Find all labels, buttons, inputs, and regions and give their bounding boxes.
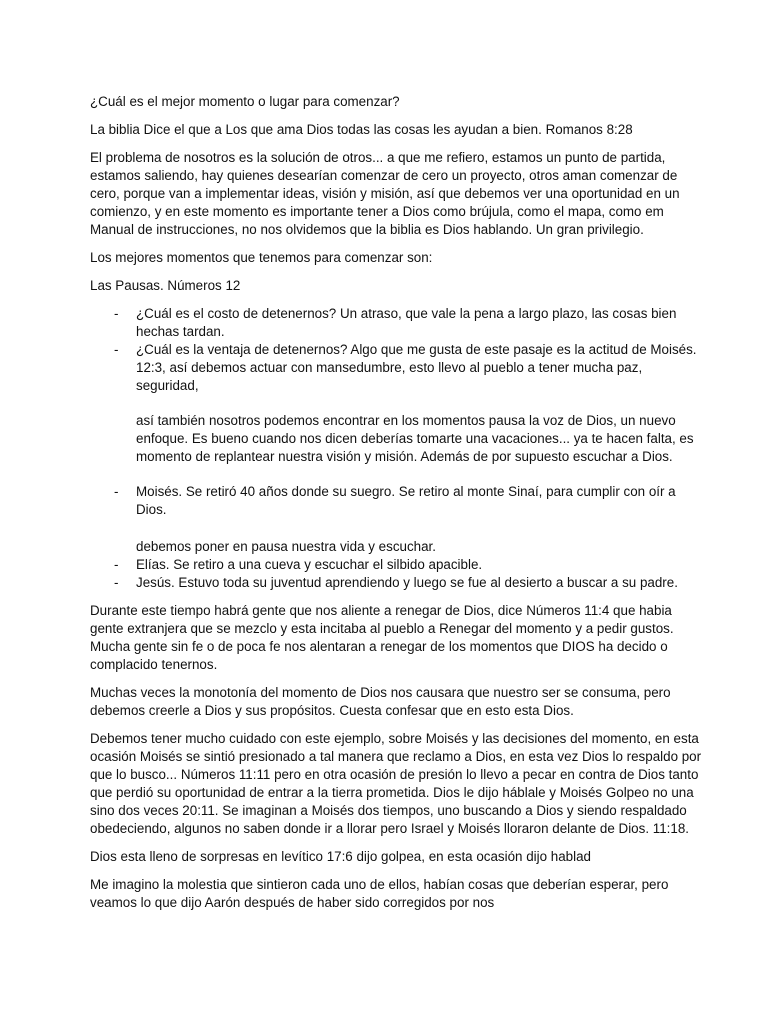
list-item-continuation: así también nosotros podemos encontrar en los momentos pausa la voz de Dios, un nuevo enfoque. Es bueno cuando nos dicen deberías tomarte una vacaciones... ya te hacen falta, es momento de replantear nuestra visión y misión. Además de por supuesto escuchar a Dios. bbox=[136, 413, 694, 464]
list-item: - ¿Cuál es la ventaja de detenernos? Algo que me gusta de este pasaje es la actitud de Moisés. 12:3, así debemos actuar con mansedumbre, esto llevo al pueblo a tener mucha paz, seguridad, bbox=[90, 341, 708, 395]
paragraph-cuidado: Debemos tener mucho cuidado con este ejemplo, sobre Moisés y las decisiones del momento, en esta ocasión Moisés se sintió presionado a tal manera que reclamo a Dios, en esta vez Dios lo respaldo por que lo busco... Números 11:11 pero en otra ocasión de presión lo llevo a pecar en contra de Dios tanto que perdió su oportunidad de entrar a la tierra prometida. Dios le dijo háblale y Moisés Golpeo no una sino dos veces 20:11. Se imaginan a Moisés dos tiempos, uno buscando a Dios y siendo respaldado obedeciendo, algunos no saben donde ir a llorar pero Israel y Moisés lloraron delante de Dios. 11:18. bbox=[90, 731, 702, 836]
paragraph-problema: El problema de nosotros es la solución de otros... a que me refiero, estamos un punto de partida, estamos saliendo, hay quienes desearían comenzar de cero un proyecto, otros aman comenzar de cero, porque van a implementar ideas, visión y misión, así que debemos ver una oportunidad en un comienzo, y en este momento es importante tener a Dios como brújula, como el mapa, como em Manual de instrucciones, no nos olvidemos que la biblia es Dios hablando. Un gran privilegio. bbox=[90, 150, 680, 237]
paragraph-monotonia: Muchas veces la monotonía del momento de Dios nos causara que nuestro ser se consuma, pero debemos creerle a Dios y sus propósitos. Cuesta confesar que en esto esta Dios. bbox=[90, 685, 671, 718]
paragraph-romanos: La biblia Dice el que a Los que ama Dios todas las cosas les ayudan a bien. Romanos 8:28 bbox=[90, 122, 633, 137]
list-item: - Moisés. Se retiró 40 años donde su suegro. Se retiro al monte Sinaí, para cumplir con oír a Dios. bbox=[90, 483, 708, 519]
paragraph-sorpresas: Dios esta lleno de sorpresas en levítico 17:6 dijo golpea, en esta ocasión dijo hablad bbox=[90, 849, 591, 864]
list-item-continuation: debemos poner en pausa nuestra vida y escuchar. bbox=[136, 539, 436, 554]
profetas-list bbox=[90, 556, 708, 592]
paragraph-renegar: Durante este tiempo habrá gente que nos aliente a renegar de Dios, dice Números 11:4 que habia gente extranjera que se mezclo y esta incitaba al pueblo a Renegar del momento y a pedir gustos. Mucha gente sin fe o de poca fe nos alentaran a renegar de los momentos que DIOS ha decido o complacido tenernos. bbox=[90, 603, 674, 672]
paragraph-mejores-momentos: Los mejores momentos que tenemos para comenzar son: bbox=[90, 250, 433, 265]
list-item: - Elías. Se retiro a una cueva y escuchar el silbido apacible. bbox=[90, 556, 708, 574]
pausas-list bbox=[90, 305, 708, 395]
moises-list bbox=[90, 483, 708, 519]
list-item: - ¿Cuál es el costo de detenernos? Un atraso, que vale la pena a largo plazo, las cosas bien hechas tardan. bbox=[90, 305, 708, 341]
section-heading-pausas: Las Pausas. Números 12 bbox=[90, 278, 241, 293]
list-item: - Jesús. Estuvo toda su juventud aprendiendo y luego se fue al desierto a buscar a su padre. bbox=[90, 574, 708, 592]
question-heading: ¿Cuál es el mejor momento o lugar para comenzar? bbox=[90, 94, 400, 109]
paragraph-molestia: Me imagino la molestia que sintieron cada uno de ellos, habían cosas que deberían esperar, pero veamos lo que dijo Aarón después de haber sido corregidos por nos bbox=[90, 877, 669, 910]
